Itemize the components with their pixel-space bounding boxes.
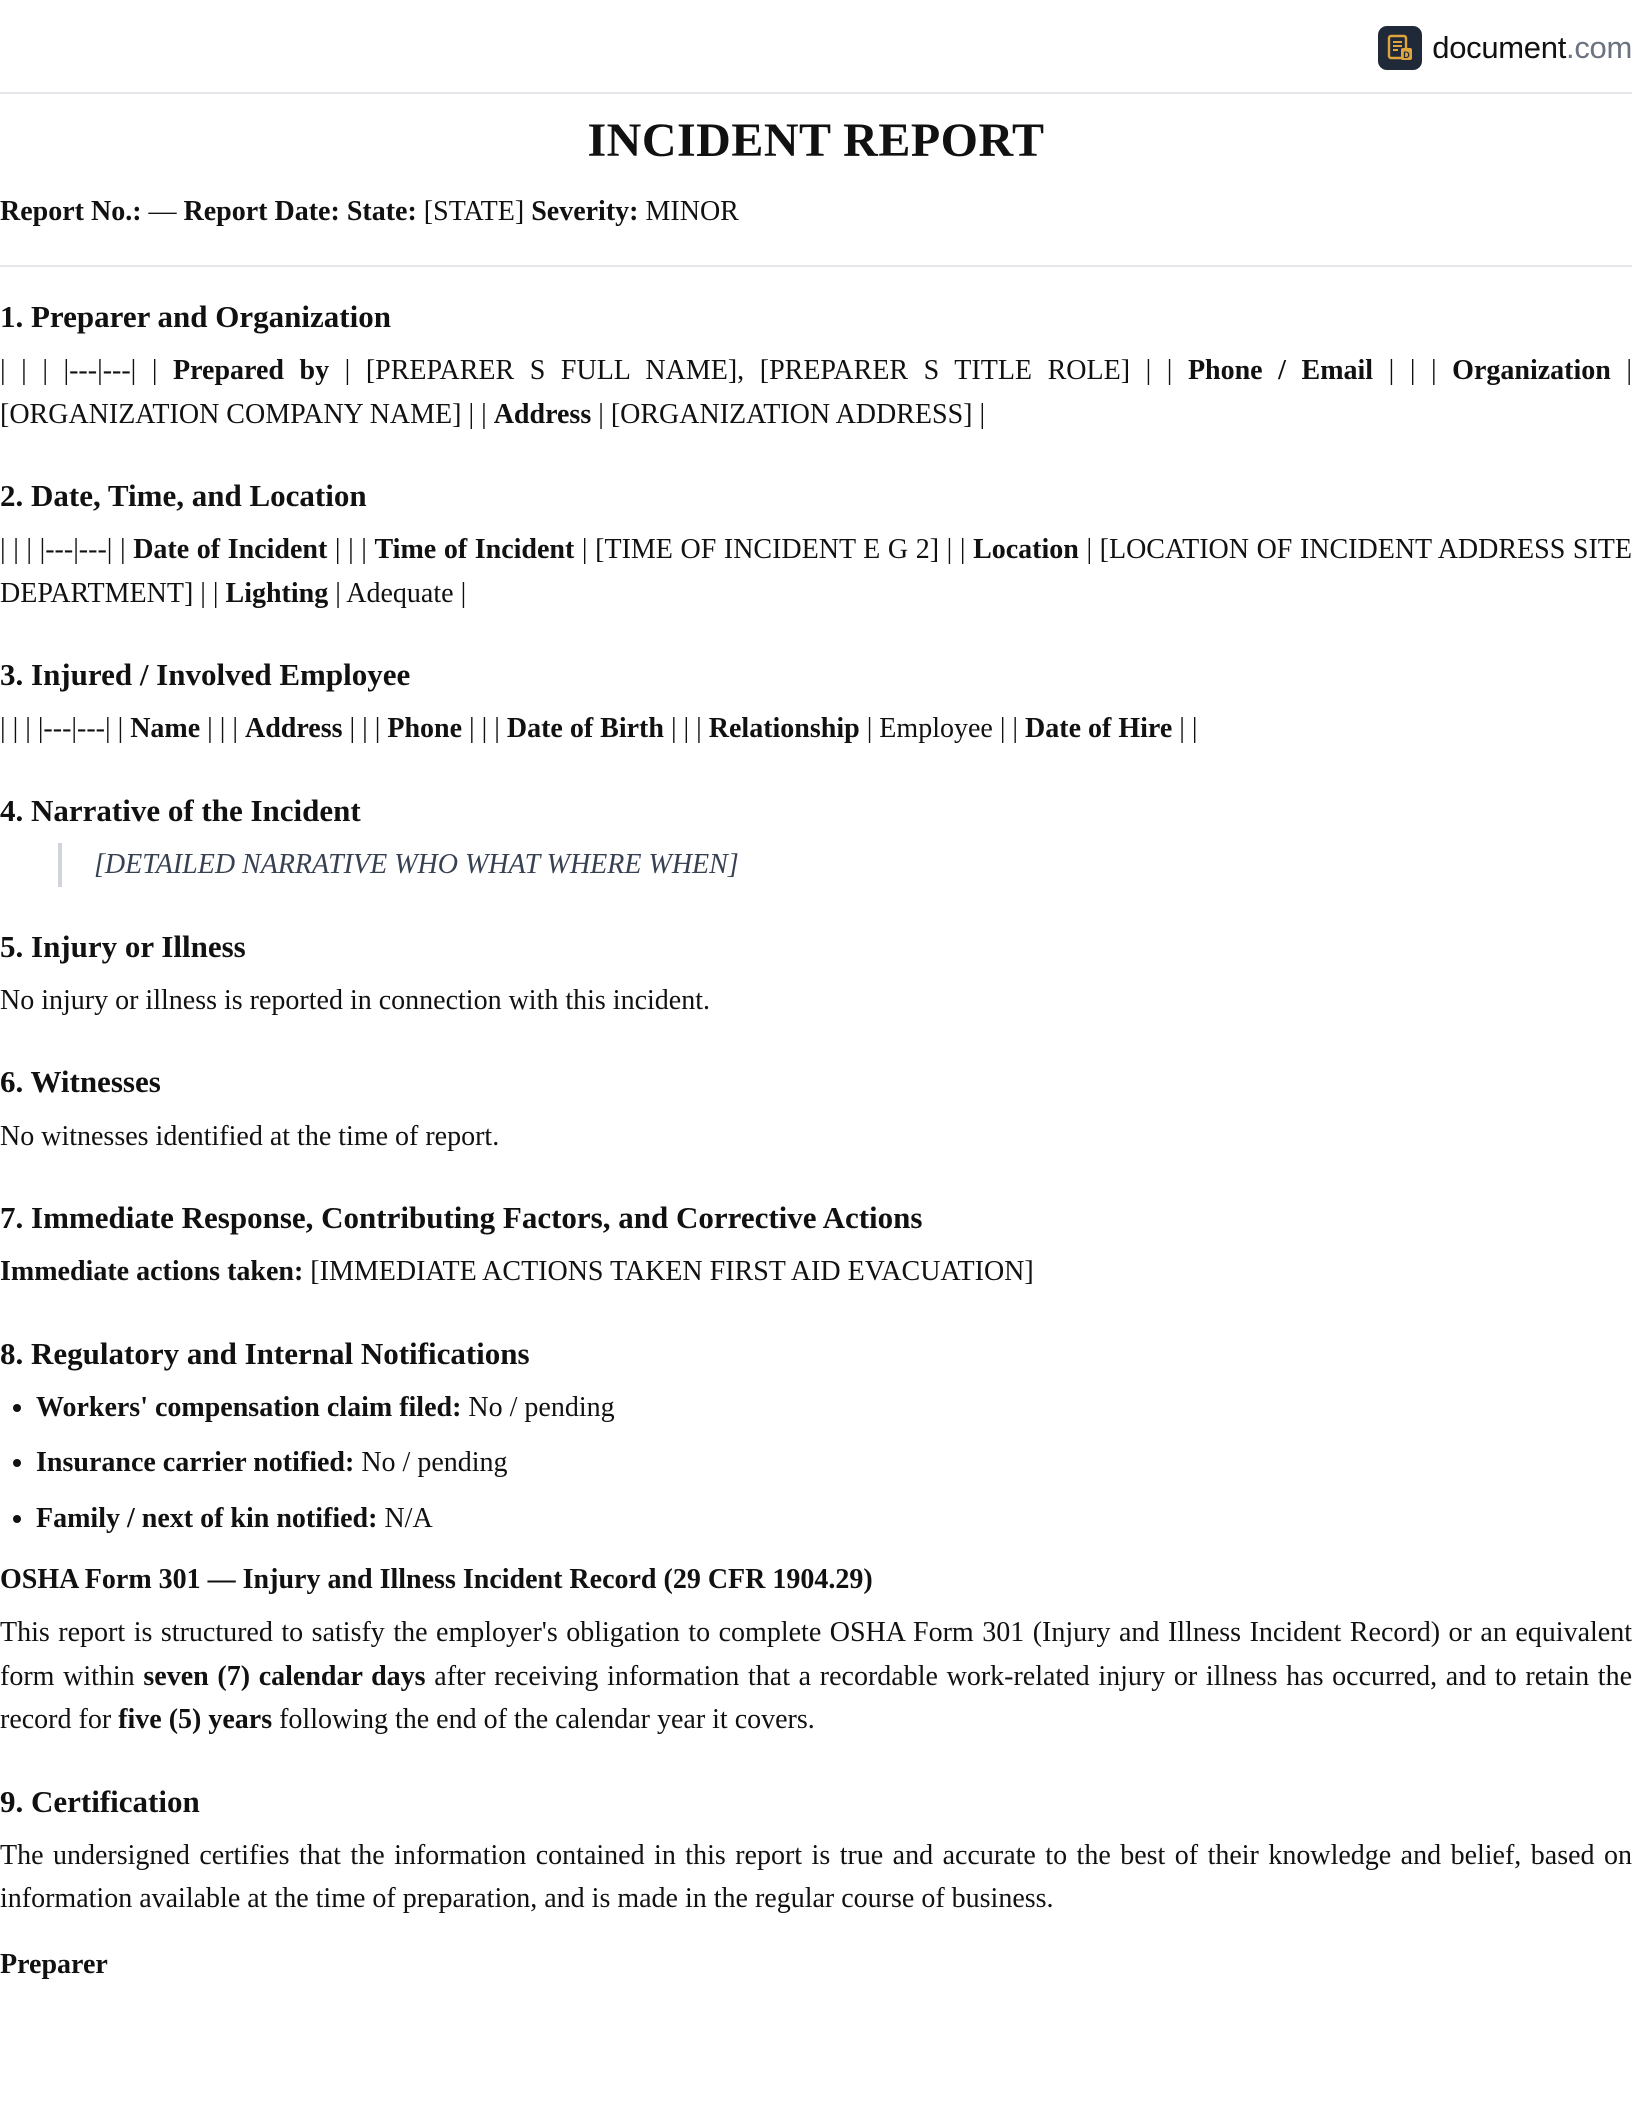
preparer-table-text	[0, 349, 1632, 436]
section-heading: 8. Regulatory and Internal Notifications	[0, 1335, 530, 1371]
report-date-label: Report Date:	[183, 195, 340, 227]
field-label: Location	[973, 534, 1079, 566]
section-narrative	[0, 791, 1632, 887]
section-heading: 4. Narrative of the Incident	[0, 792, 361, 828]
document-title: INCIDENT REPORT	[587, 114, 1045, 167]
field-label: Address	[245, 713, 343, 745]
section-witnesses	[0, 1062, 1632, 1158]
text-run: | |	[1172, 713, 1198, 745]
section-heading: 3. Injured / Involved Employee	[0, 657, 411, 693]
text-run: | [TIME OF INCIDENT E G 2] | |	[574, 534, 974, 566]
field-label: Prepared by	[173, 355, 330, 387]
text-run: | | |	[462, 713, 507, 745]
injury-text: No injury or illness is reported in connection with this incident.	[0, 984, 710, 1016]
section-osha	[0, 1558, 1632, 1742]
immediate-actions	[0, 1250, 1632, 1293]
field-label: Name	[130, 713, 201, 745]
witnesses-text: No witnesses identified at the time of report.	[0, 1120, 500, 1152]
top-bar	[0, 0, 1632, 94]
state-label: State:	[346, 195, 417, 227]
text-run: | [ORGANIZATION ADDRESS] |	[591, 398, 986, 430]
text-run: | [ORGANIZATION COMPANY NAME] | |	[0, 355, 1632, 430]
datetime-table-text	[0, 528, 1632, 615]
text-run: | | |	[663, 713, 709, 745]
section-date-time-location	[0, 476, 1632, 615]
field-label: Workers' compensation claim filed:	[36, 1391, 462, 1423]
document-body	[0, 112, 1632, 1986]
document-logo-icon	[1378, 26, 1422, 70]
section-heading: 6. Witnesses	[0, 1064, 161, 1100]
section-employee	[0, 655, 1632, 751]
notifications-list	[0, 1386, 1632, 1540]
employee-table-text	[0, 707, 1632, 750]
field-label: Time of Incident	[374, 534, 575, 566]
section-heading: 2. Date, Time, and Location	[0, 478, 367, 514]
text-run: following the end of the calendar year it covers.	[272, 1704, 815, 1736]
state-value: [STATE]	[416, 195, 532, 227]
svg-text:D: D	[1403, 50, 1411, 61]
section-heading: 1. Preparer and Organization	[0, 298, 391, 334]
text-run: This report is structured to satisfy the employer's obligation to complete OSHA Form 301 (Injury and Illness Incident Record) or an equivalent form within	[0, 1617, 1632, 1692]
severity-label: Severity:	[531, 195, 639, 227]
section-preparer	[0, 297, 1632, 436]
section-heading: 7. Immediate Response, Contributing Factors, and Corrective Actions	[0, 1199, 923, 1235]
text-run: | [PREPARER S FULL NAME], [PREPARER S TITLE ROLE] | |	[329, 355, 1188, 387]
field-label: Insurance carrier notified:	[36, 1447, 355, 1479]
section-heading: 5. Injury or Illness	[0, 928, 246, 964]
logo[interactable]	[1378, 24, 1632, 72]
text-run: after receiving information that a recordable work-related injury or illness has occurred, and to retain the record for	[0, 1660, 1632, 1736]
logo-name: document	[1432, 30, 1567, 65]
field-label: Phone	[387, 713, 463, 745]
field-value: N/A	[377, 1502, 433, 1534]
section-injury	[0, 927, 1632, 1023]
report-no-value: —	[141, 195, 184, 227]
field-label: Organization	[1452, 355, 1611, 387]
field-label: Date of Incident	[133, 534, 328, 566]
text-run: | | |	[1373, 355, 1453, 387]
text-run: | | | |---|---| |	[0, 534, 134, 566]
field-label: Immediate actions taken:	[0, 1256, 304, 1288]
list-item	[36, 1497, 1632, 1540]
field-label: Date of Hire	[1025, 713, 1173, 745]
field-value: [IMMEDIATE ACTIONS TAKEN FIRST AID EVACUATION]	[303, 1256, 1034, 1288]
logo-text	[1432, 24, 1632, 72]
emphasis: seven (7) calendar days	[143, 1660, 426, 1692]
text-run: | | | |---|---| |	[0, 355, 174, 387]
text-run: | | |	[327, 534, 375, 566]
field-label: Preparer	[0, 1948, 108, 1980]
text-run: | | |	[342, 713, 388, 745]
report-no-label: Report No.:	[0, 195, 142, 227]
text-run: | Adequate |	[328, 577, 467, 609]
field-label: Lighting	[225, 577, 329, 609]
divider	[0, 265, 1632, 267]
osha-text	[0, 1611, 1632, 1741]
section-certification	[0, 1782, 1632, 1986]
text-run: | | |	[200, 713, 245, 745]
text-run: | [LOCATION OF INCIDENT ADDRESS SITE DEPARTMENT] | |	[0, 534, 1632, 609]
report-meta	[0, 190, 1632, 233]
list-item	[36, 1386, 1632, 1429]
field-label: Address	[493, 398, 592, 430]
preparer-label	[0, 1943, 1632, 1986]
logo-domain: .com	[1566, 30, 1632, 65]
field-value: No / pending	[354, 1447, 508, 1479]
emphasis: five (5) years	[118, 1704, 273, 1736]
list-item	[36, 1441, 1632, 1484]
field-value: No / pending	[461, 1391, 615, 1423]
field-label: Family / next of kin notified:	[36, 1502, 378, 1534]
field-label: Relationship	[708, 713, 860, 745]
field-label: Phone / Email	[1187, 355, 1374, 387]
text-run: | | | |---|---| |	[0, 713, 131, 745]
severity-value: MINOR	[638, 195, 739, 227]
section-heading: 9. Certification	[0, 1783, 200, 1819]
section-notifications	[0, 1334, 1632, 1540]
field-label: Date of Birth	[506, 713, 664, 745]
section-response	[0, 1198, 1632, 1294]
text-run: | Employee | |	[859, 713, 1026, 745]
osha-heading: OSHA Form 301 — Injury and Illness Incident Record (29 CFR 1904.29)	[0, 1564, 873, 1596]
certification-text: The undersigned certifies that the information contained in this report is true and accurate to the best of their knowledge and belief, based on information available at the time of preparation, and is made in the regular course of business.	[0, 1839, 1632, 1915]
narrative-quote: [DETAILED NARRATIVE WHO WHAT WHERE WHEN]	[58, 843, 1632, 886]
